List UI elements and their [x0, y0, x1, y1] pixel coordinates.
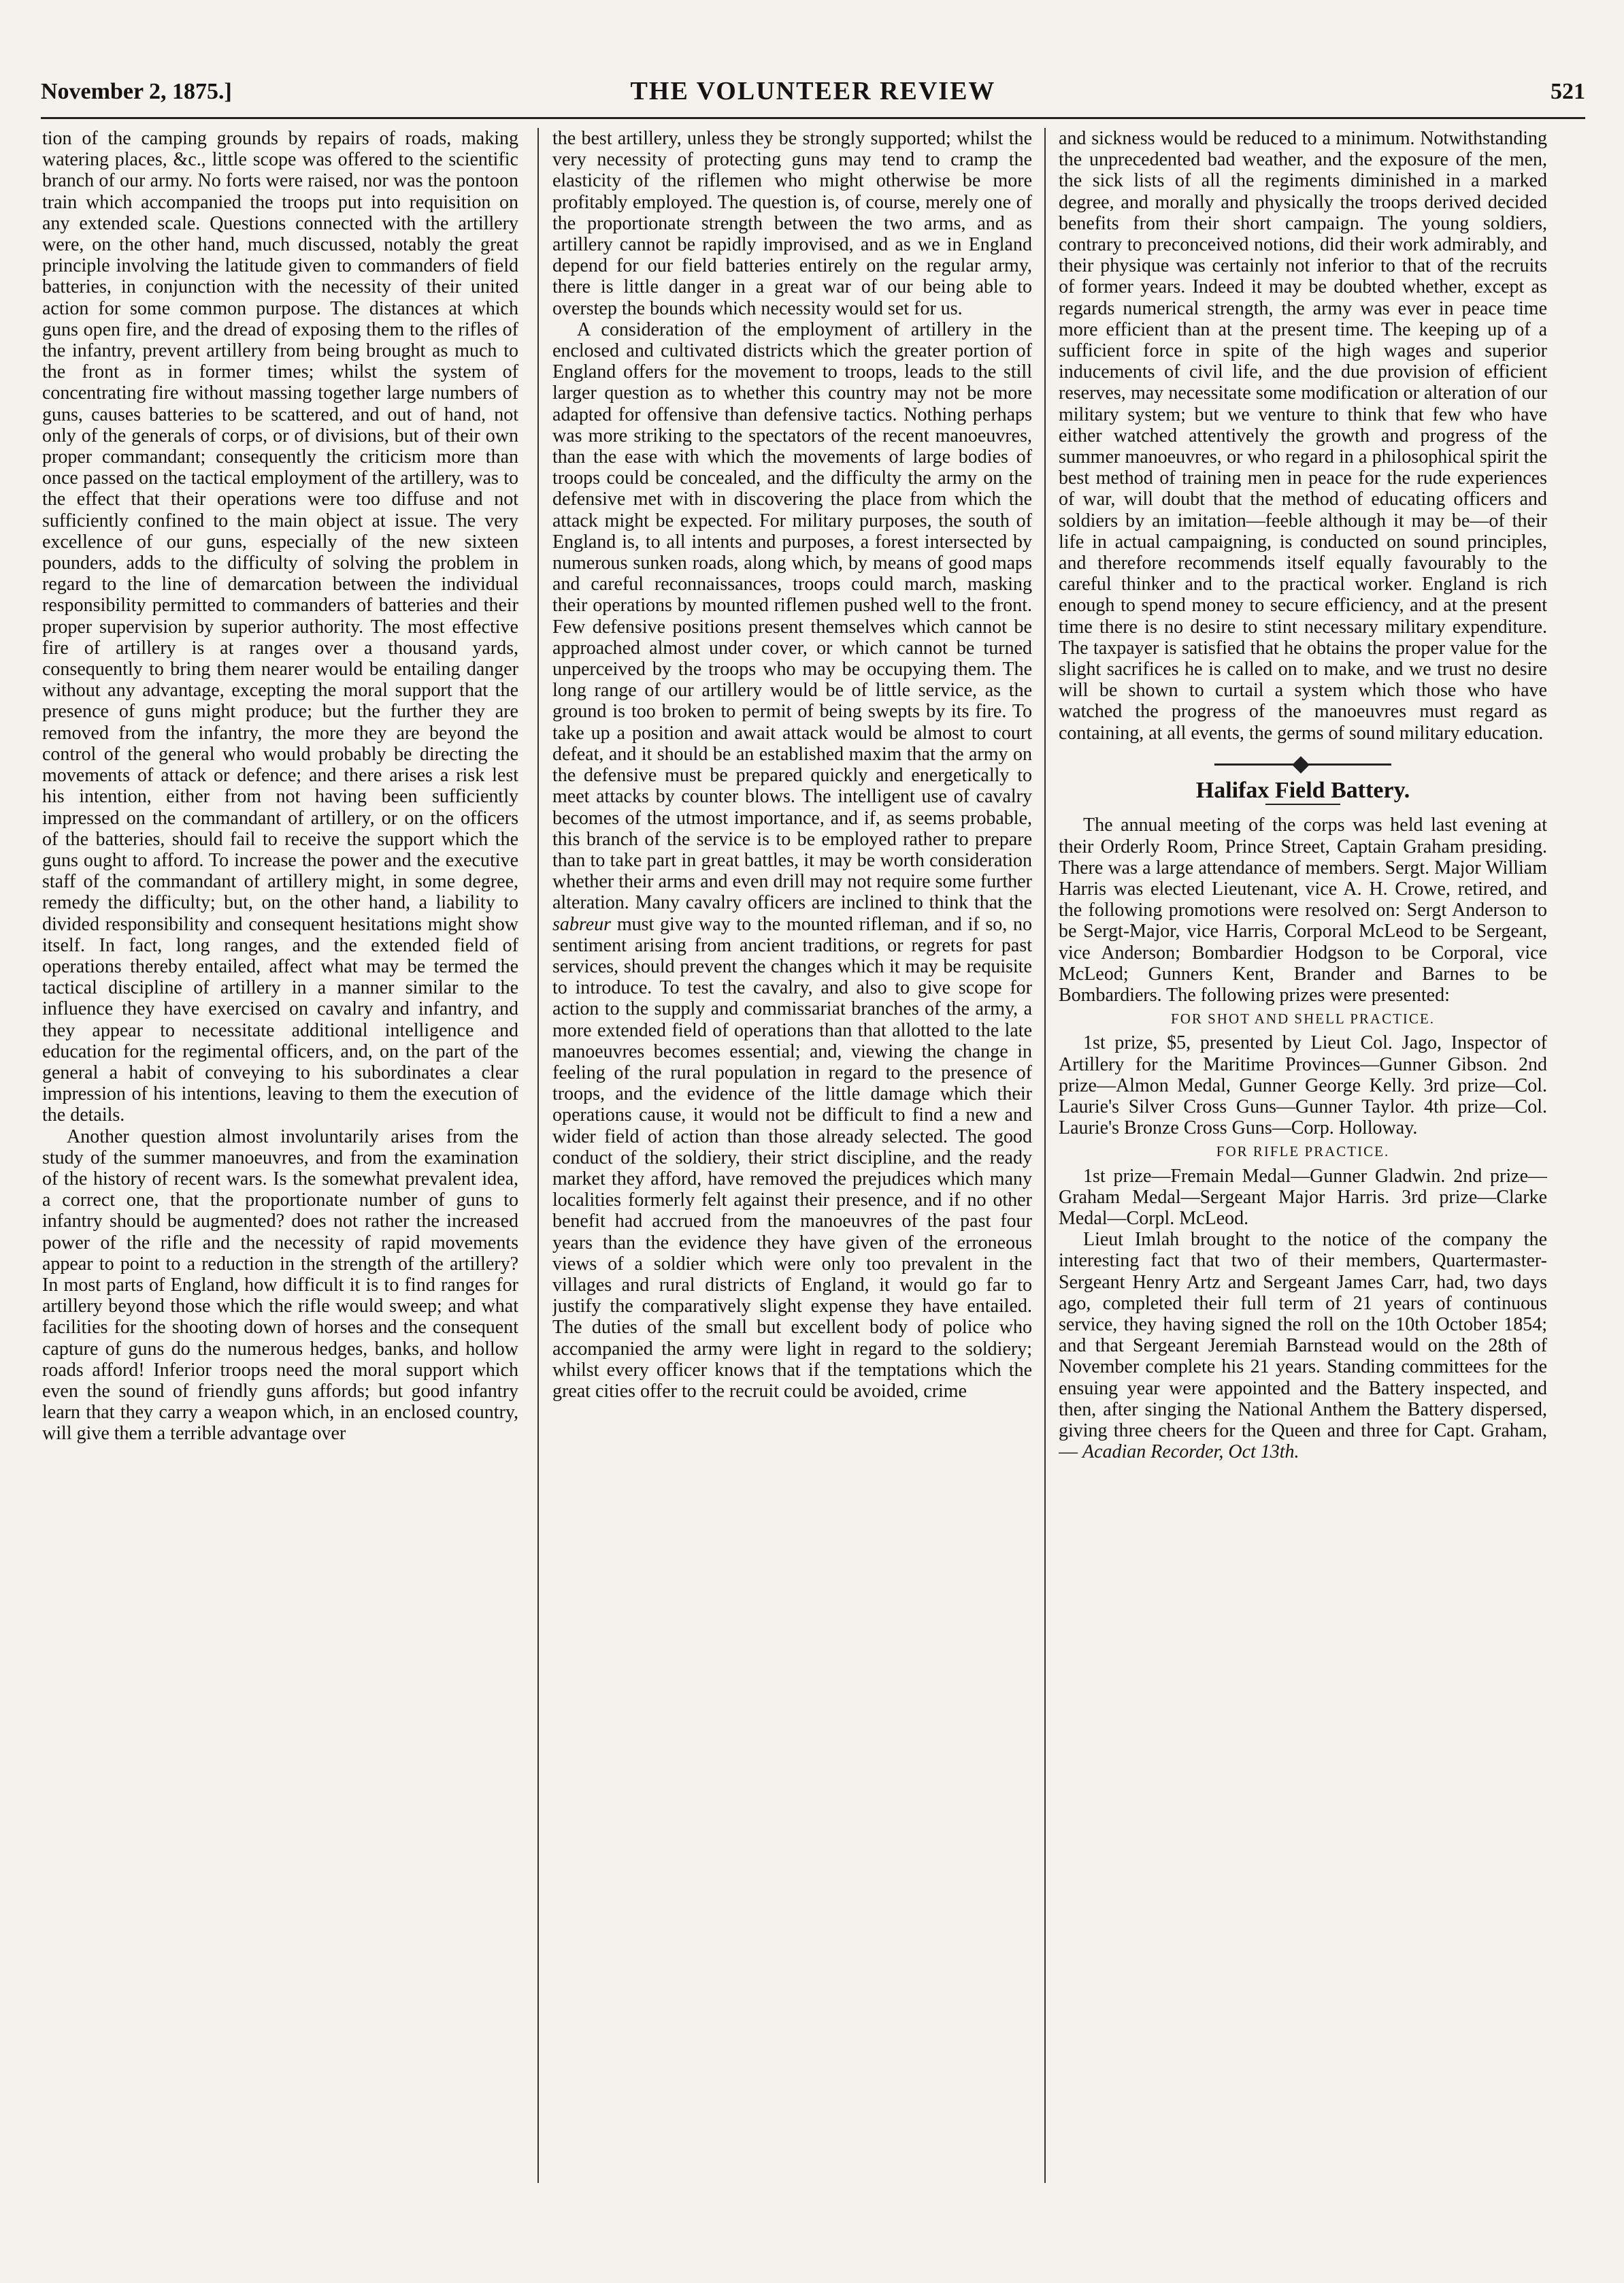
column-2-text: A consideration of the employment of artillery in the enclosed and cultivated districts which the greater portion of England offers for the movement to troops, leads to the still larger question as to whether this country may not be more adapted for offensive than defensive tactics. Nothing perhaps was more striking to the spectators of the recent manoeuvres, than the ease with which the movements of large bodies of troops could be concealed, and the difficulty the army on the defensive met with in discovering the place from which the attack might be expected. For military purposes, the south of England is, to all intents and purposes, a forest intersected by numerous sunken roads, along which, by means of good maps and careful reconnaissances, troops could march, masking their operations by mounted riflemen pushed well to the front. Few defensive positions present themselves which cannot be approached almost under cover, or which cannot be turned unperceived by the troops who may be occupying them. The long range of our artillery would be of little service, as the ground is too broken to permit of being swepts by its fire. To take up a position and await attack would be almost to court defeat, and it should be an established maxim that the army on the defensive must be prepared quickly and energetically to meet attacks by counter blows. The intelligent use of cavalry becomes of the utmost importance, and if, as seems probable, this branch of the service is to be employed rather to prepare than to take part in great battles, it may be worth consideration whether their arms and even drill may not require some further alteration. Many cavalry officers are inclined to think that the [552, 318, 1032, 914]
column-1-paragraph: Another question almost involuntarily arises from the study of the summer manoeuvres, and from the examination of the history of recent wars. Is the somewhat prevalent idea, a correct one, that the proportionate number of guns to infantry should be augmented? does not rather the increased power of the rifle and the necessity of rapid movements appear to point to a reduction in the strength of the artillery? In most parts of England, how difficult it is to find ranges for artillery beyond those which the rifle would sweep; and what facilities for the shooting down of horses and the consequent capture of guns do the numerous hedges, banks, and hollow roads afford! Inferior troops need the moral support which even the sound of friendly guns affords; but good infantry learn that they carry a weapon which, in an enclosed country, will give them a terrible advantage over [42, 1126, 518, 1445]
header-rule [41, 117, 1585, 119]
publication-title: THE VOLUNTEER REVIEW [630, 77, 996, 105]
column-2 [552, 128, 1032, 2183]
subheading: FOR SHOT AND SHELL PRACTICE. [1171, 1011, 1435, 1028]
column-1 [42, 128, 518, 2183]
subheading: FOR RIFLE PRACTICE. [1216, 1143, 1390, 1160]
issue-date: November 2, 1875.] [41, 79, 232, 104]
column-2-paragraph: the best artillery, unless they be strongly supported; whilst the very necessity of protecting guns may tend to cramp the elasticity of the riflemen who might otherwise be more profitably employed. The question is, of course, merely one of the proportionate strength between the two arms, and as artillery cannot be rapidly improvised, and as we in England depend for our field batteries entirely on the regular army, there is little danger in a great war of our being able to overstep the bounds which necessity would set for us. [552, 128, 1032, 319]
column-1-paragraph: tion of the camping grounds by repairs of roads, making watering places, &c., little scope was offered to the scientific branch of our army. No forts were raised, nor was the pontoon train which accompanied the troops put into requisition on any extended scale. Questions connected with the artillery were, on the other hand, much discussed, notably the great principle involving the latitude given to commanders of field batteries, in conjunction with the necessity of their united action for some common purpose. The distances at which guns open fire, and the dread of exposing them to the rifles of the infantry, prevent artillery from being brought as much to the front as in former times; whilst the system of concentrating fire without massing together large numbers of guns, causes batteries to be scattered, and out of hand, not only of the generals of corps, or of divisions, but of their own proper commandant; consequently the criticism more than once passed on the tactical employment of the artillery, was to the effect that their operations were too diffuse and not sufficiently confined to the main object at issue. The very excellence of our guns, especially of the new sixteen pounders, adds to the difficulty of solving the problem in regard to the line of demarcation between the individual responsibility permitted to commanders of batteries and their proper supervision by superior authority. The most effective fire of artillery is at ranges over a thousand yards, consequently to bring them nearer would be entailing danger without any advantage, excepting the moral support that the presence of guns might produce; but the further they are removed from the infantry, the more they are beyond the control of the general who would probably be directing the movements of attack or defence; and there arises a risk lest his intention, either from not having been sufficiently impressed on the commandant of artillery, or on the officers of the batteries, should fail to receive the support which the guns ought to afford. To increase the power and the executive staff of the commandant of artillery might, in some degree, remedy the difficulty; but, on the other hand, a liability to divided responsibility and consequent hesitations might show itself. In fact, long ranges, and the extended field of operations thereby entailed, affect what may be termed the tactical discipline of artillery in a manner similar to the influence they have exercised on cavalry and infantry, and they appear to necessitate additional intelligence and education for the regimental officers, and, on the part of the general a habit of conveying to his subordinates a clear impression of his intentions, leaving to them the execution of the details. [42, 128, 518, 1126]
column-2-text: must give way to the mounted rifleman, and if so, no sentiment arising from ancient traditions, or regrets for past services, should prevent the changes which it may be requisite to introduce. To test the cavalry, and also to give scope for action to the supply and commissariat branches of the army, a more extended field of operations than that allotted to the late manoeuvres becomes essential; and, viewing the change in feeling of the rural population in regard to the presence of troops, and the evidence of the little damage which their operations cause, it would not be difficult to find a new and wider field of action than those already selected. The good conduct of the soldiery, their strict discipline, and the ready market they afford, have removed the prejudices which many localities formerly felt against their presence, and if no other benefit had accrued from the manoeuvres of the past four years than the evidence they have given of the erroneous views of a soldier which were only too prevalent in the villages and rural districts of England, it would go far to justify the comparatively slight expense they have entailed. The duties of the small but excellent body of police who accompanied the army were light in regard to the soldiery; whilst every officer knows that if the temptations which the great cities offer to the recruit could be avoided, crime [552, 913, 1032, 1402]
column-divider [537, 128, 539, 2183]
column-3-text: Lieut Imlah brought to the notice of the company the interesting fact that two of their members, Quartermaster-Sergeant Henry Artz and Sergeant James Carr, had, two days ago, completed their full term of 21 years of continuous service, they having signed the roll on the 10th October 1854; and that Sergeant Jeremiah Barnstead would on the 28th of November complete his 21 years. Standing committees for the ensuing year were appointed and the Battery inspected, and then, after singing the National Anthem the Battery dispersed, giving three cheers for the Queen and three for Capt. Graham,— [1059, 1229, 1547, 1463]
column-2-paragraph [552, 319, 1032, 1402]
column-3-paragraph: The annual meeting of the corps was held last evening at their Orderly Room, Prince Street, Captain Graham presiding. There was a large attendance of members. Sergt. Major William Harris was elected Lieutenant, vice A. H. Crowe, retired, and the following promotions were resolved on: Sergt Anderson to be Sergt-Major, vice Harris, Corporal McLeod to be Sergeant, vice Anderson; Bombardier Hodgson to be Corporal, vice McLeod; Gunners Kent, Brander and Barnes to be Bombardiers. The following prizes were presented: [1059, 815, 1547, 1006]
column-3-paragraph [1059, 1229, 1547, 1462]
page-number: 521 [1551, 79, 1585, 104]
section-ornament [1059, 749, 1547, 770]
column-3-paragraph: 1st prize—Fremain Medal—Gunner Gladwin. 2nd prize—Graham Medal—Sergeant Major Harris. 3rd prize—Clarke Medal—Corpl. McLeod. [1059, 1165, 1547, 1229]
column-3-paragraph: 1st prize, $5, presented by Lieut Col. Jago, Inspector of Artillery for the Maritime Provinces—Gunner Gibson. 2nd prize—Almon Medal, Gunner George Kelly. 3rd prize—Col. Laurie's Silver Cross Guns—Gunner Taylor. 4th prize—Col. Laurie's Bronze Cross Guns—Corp. Holloway. [1059, 1032, 1547, 1139]
column-3 [1059, 128, 1547, 2183]
emphasis-word: sabreur [552, 913, 612, 935]
column-divider [1044, 128, 1046, 2183]
section-rule [1265, 804, 1340, 805]
source-credit: Acadian Recorder, Oct 13th. [1082, 1441, 1299, 1463]
section-title: Halifax Field Battery. [1195, 778, 1410, 804]
page-header [41, 71, 1585, 112]
column-3-paragraph: and sickness would be reduced to a minimum. Notwithstanding the unprecedented bad weather, and the exposure of the men, the sick lists of all the regiments diminished in a marked degree, and morally and physically the troops derived decided benefits from their short campaign. The young soldiers, contrary to preconceived notions, did their work admirably, and their physique was certainly not inferior to that of the recruits of former years. Indeed it may be doubted whether, except as regards numerical strength, the army was ever in peace time more efficient than at the present time. The keeping up of a sufficient force in spite of the high wages and superior inducements of civil life, and the due provision of efficient reserves, may necessitate some modification or alteration of our military system; but we venture to think that few who have either watched attentively the growth and progress of the summer manoeuvres, or who regard in a philosophical spirit the best method of training men in peace for the rude experiences of war, will doubt that the method of educating officers and soldiers by an imitation—feeble although it may be—of their life in actual campaigning, is conducted on sound principles, and therefore recommends itself equally favourably to the careful thinker and to the practical worker. England is rich enough to spend money to secure efficiency, and at the present time there is no desire to stint necessary military expenditure. The taxpayer is satisfied that he obtains the proper value for the slight sacrifices he is called on to make, and we trust no desire will be shown to curtail a system which those who have watched the progress of the manoeuvres must regard as containing, at all events, the germs of sound military education. [1059, 128, 1547, 744]
